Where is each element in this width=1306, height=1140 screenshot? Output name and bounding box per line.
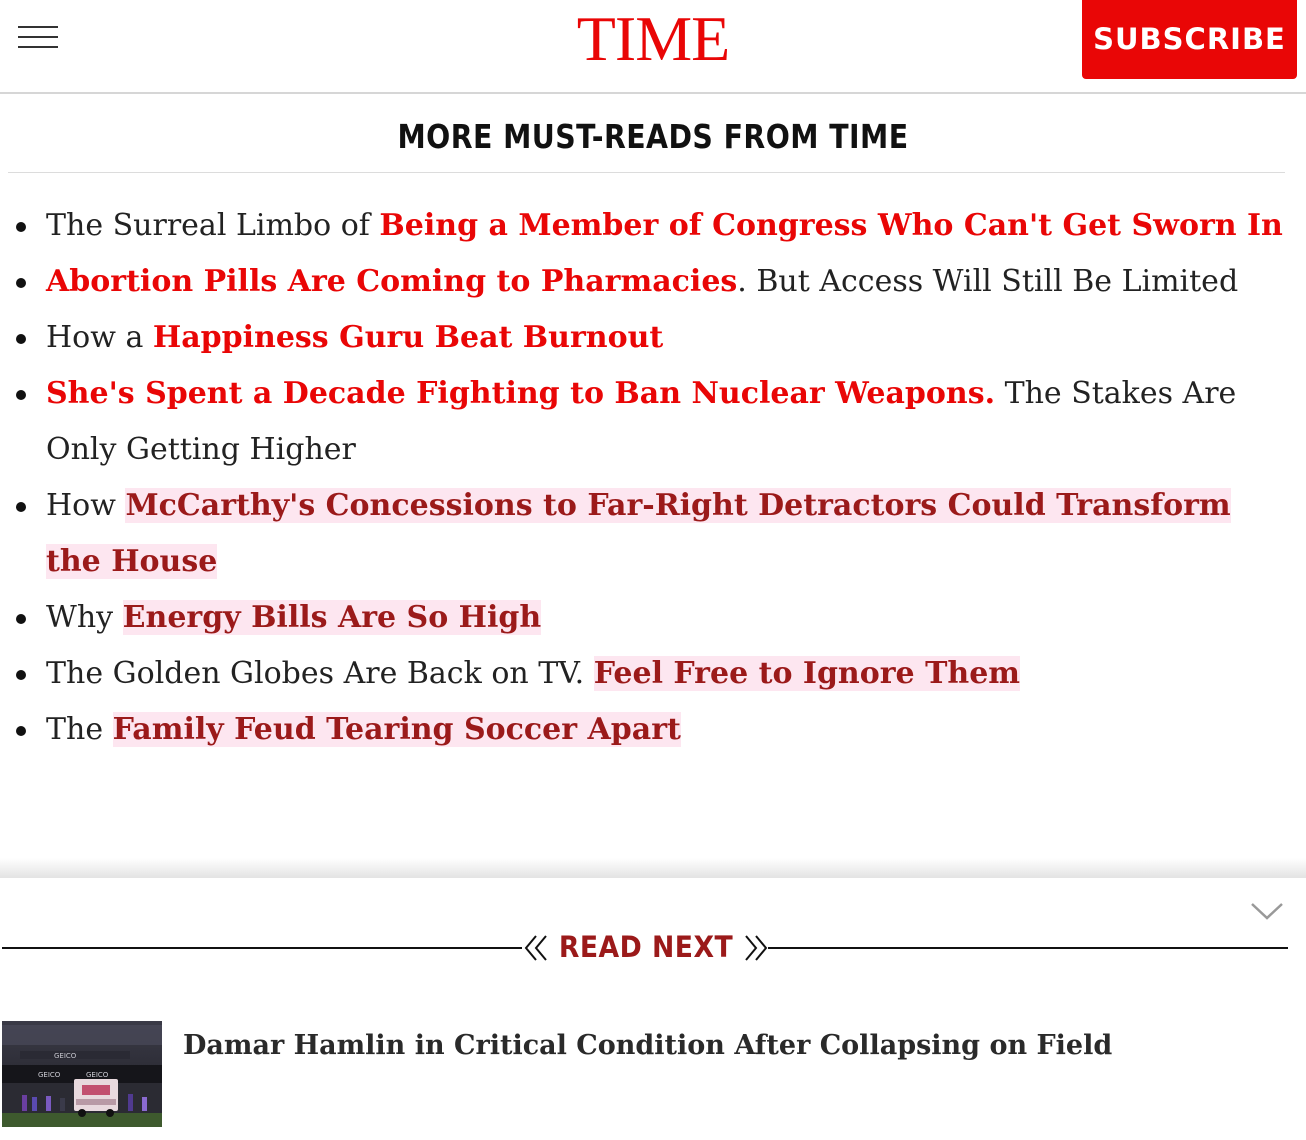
must-reads-heading: MORE MUST-READS FROM TIME <box>397 117 909 156</box>
article-link[interactable]: She's Spent a Decade Fighting to Ban Nuclear Weapons. <box>46 376 996 411</box>
article-link[interactable]: Family Feud Tearing Soccer Apart <box>112 712 681 747</box>
chevron-down-icon[interactable] <box>1250 898 1284 922</box>
double-chevron-right-icon <box>738 932 770 964</box>
section-shadow <box>0 858 1306 878</box>
subscribe-button[interactable]: SUBSCRIBE <box>1082 0 1297 79</box>
read-next-label: READ NEXT <box>558 930 734 964</box>
list-item: The Golden Globes Are Back on TV. Feel Free to Ignore Them <box>46 646 1286 702</box>
list-item: How a Happiness Guru Beat Burnout <box>46 310 1286 366</box>
list-item: The Surreal Limbo of Being a Member of Congress Who Can't Get Sworn In <box>46 198 1286 254</box>
svg-text:GEICO: GEICO <box>86 1071 109 1079</box>
read-next-article-link[interactable]: Damar Hamlin in Critical Condition After Collapsing on Field <box>183 1030 1113 1061</box>
list-item: Abortion Pills Are Coming to Pharmacies. But Access Will Still Be Limited <box>46 254 1286 310</box>
list-item: She's Spent a Decade Fighting to Ban Nuclear Weapons. The Stakes Are Only Getting Higher <box>46 366 1286 478</box>
double-chevron-left-icon <box>522 932 554 964</box>
time-logo[interactable]: TIME <box>576 3 730 74</box>
must-reads-list <box>46 198 1286 758</box>
list-item: Why Energy Bills Are So High <box>46 590 1286 646</box>
svg-text:GEICO: GEICO <box>38 1071 61 1079</box>
site-header <box>0 0 1306 94</box>
list-item: How McCarthy's Concessions to Far-Right Detractors Could Transform the House <box>46 478 1286 590</box>
article-link[interactable]: McCarthy's Concessions to Far-Right Detractors Could Transform the House <box>46 488 1231 579</box>
article-link[interactable]: Feel Free to Ignore Them <box>593 656 1021 691</box>
read-next-rule-right <box>768 947 1288 949</box>
svg-text:GEICO: GEICO <box>54 1052 77 1060</box>
list-item: The Family Feud Tearing Soccer Apart <box>46 702 1286 758</box>
read-next-rule-left <box>2 947 522 949</box>
article-link[interactable]: Abortion Pills Are Coming to Pharmacies <box>46 264 738 299</box>
read-next-panel <box>0 878 1306 1140</box>
article-link[interactable]: Energy Bills Are So High <box>122 600 542 635</box>
article-thumbnail[interactable] <box>2 1021 162 1127</box>
article-link[interactable]: Being a Member of Congress Who Can't Get Sworn In <box>379 208 1283 243</box>
heading-divider <box>8 172 1285 173</box>
article-link[interactable]: Happiness Guru Beat Burnout <box>152 320 664 355</box>
